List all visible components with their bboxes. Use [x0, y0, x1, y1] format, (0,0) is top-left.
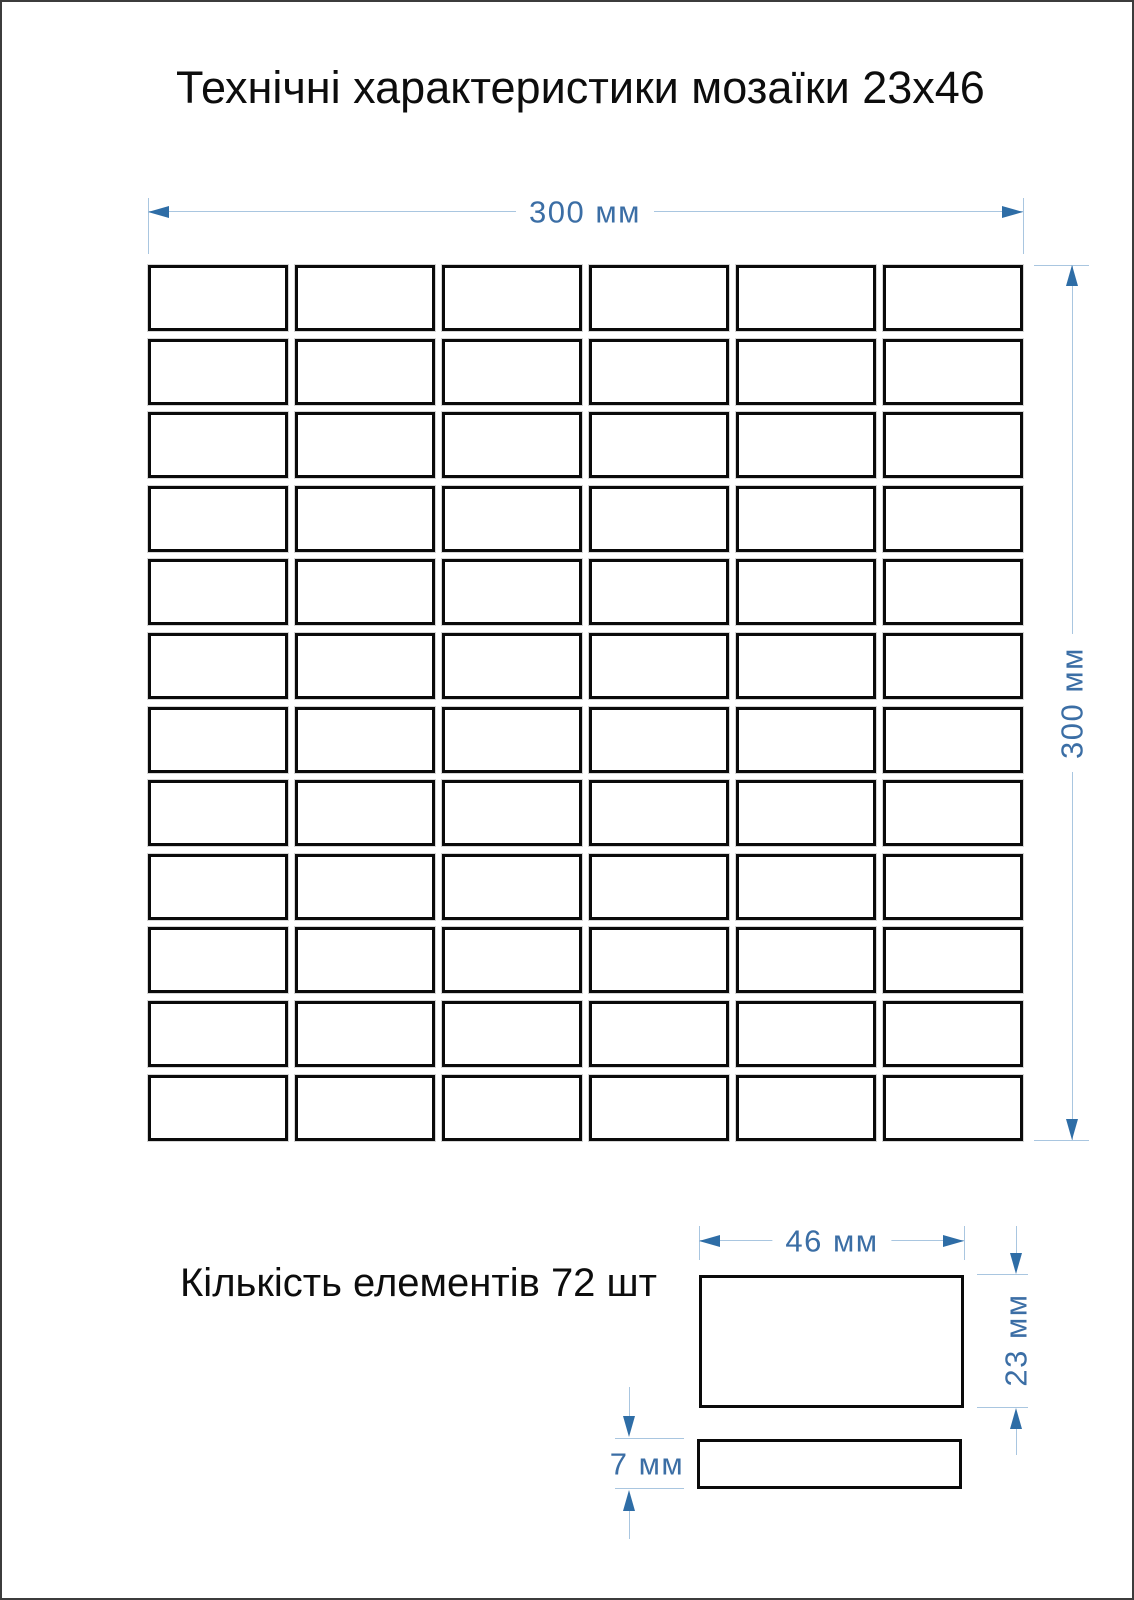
- dimension-line-lower: [1016, 1429, 1017, 1455]
- mosaic-tile: [442, 486, 582, 552]
- arrow-left-icon: [148, 206, 169, 218]
- mosaic-tile: [589, 780, 729, 846]
- mosaic-tile: [148, 927, 288, 993]
- mosaic-tile: [589, 927, 729, 993]
- dimension-line-lower: [629, 1511, 630, 1539]
- extension-tick-top: [1034, 265, 1089, 266]
- mosaic-tile: [589, 265, 729, 331]
- mosaic-tile: [295, 1001, 435, 1067]
- mosaic-tile: [148, 339, 288, 405]
- mosaic-tile: [148, 559, 288, 625]
- mosaic-tile: [736, 854, 876, 920]
- mosaic-tile: [883, 1075, 1023, 1141]
- mosaic-tile: [442, 780, 582, 846]
- sheet-height-label: 300 мм: [1055, 634, 1090, 772]
- mosaic-tile: [589, 854, 729, 920]
- mosaic-tile: [295, 927, 435, 993]
- mosaic-tile: [736, 265, 876, 331]
- mosaic-tile: [442, 1075, 582, 1141]
- mosaic-tile: [589, 559, 729, 625]
- arrow-up-icon: [1010, 1408, 1022, 1429]
- mosaic-tile: [295, 486, 435, 552]
- page-title: Технічні характеристики мозаїки 23х46: [176, 62, 985, 113]
- mosaic-tile: [589, 486, 729, 552]
- arrow-down-icon: [623, 1416, 635, 1437]
- mosaic-tile: [736, 1001, 876, 1067]
- arrow-left-icon: [699, 1235, 720, 1247]
- mosaic-tile: [736, 339, 876, 405]
- tile-side-view: [697, 1439, 962, 1489]
- extension-tick-top: [615, 1438, 684, 1439]
- dimension-line-upper: [1016, 1226, 1017, 1254]
- mosaic-tile: [883, 707, 1023, 773]
- mosaic-tile: [883, 854, 1023, 920]
- mosaic-tile: [148, 1001, 288, 1067]
- mosaic-tile: [442, 927, 582, 993]
- mosaic-tile: [883, 412, 1023, 478]
- mosaic-tile: [148, 780, 288, 846]
- mosaic-tile: [442, 412, 582, 478]
- mosaic-tile: [442, 854, 582, 920]
- mosaic-tile: [148, 1075, 288, 1141]
- mosaic-tile: [442, 339, 582, 405]
- mosaic-tile: [736, 559, 876, 625]
- mosaic-tile: [883, 339, 1023, 405]
- mosaic-tile: [442, 633, 582, 699]
- extension-tick-bottom: [1034, 1140, 1089, 1141]
- elements-count-text: Кількість елементів 72 шт: [180, 1261, 657, 1305]
- mosaic-tile: [883, 633, 1023, 699]
- mosaic-tile: [442, 265, 582, 331]
- extension-tick-right: [1023, 198, 1024, 254]
- mosaic-tile: [148, 486, 288, 552]
- mosaic-tile: [148, 707, 288, 773]
- mosaic-tile: [295, 780, 435, 846]
- mosaic-tile: [736, 707, 876, 773]
- mosaic-tile: [736, 780, 876, 846]
- mosaic-tile: [295, 412, 435, 478]
- dimension-line-upper: [629, 1387, 630, 1417]
- mosaic-tile: [442, 1001, 582, 1067]
- mosaic-tile: [883, 1001, 1023, 1067]
- mosaic-tile: [883, 559, 1023, 625]
- mosaic-tile: [589, 707, 729, 773]
- mosaic-tile: [295, 633, 435, 699]
- mosaic-tile: [883, 265, 1023, 331]
- extension-tick-right: [964, 1226, 965, 1260]
- mosaic-tile: [589, 1001, 729, 1067]
- arrow-right-icon: [943, 1235, 964, 1247]
- mosaic-tile: [295, 339, 435, 405]
- arrow-up-icon: [623, 1490, 635, 1511]
- tile-face-view: [699, 1275, 964, 1408]
- mosaic-tile: [736, 927, 876, 993]
- extension-tick-bottom: [615, 1488, 684, 1489]
- mosaic-tile: [589, 339, 729, 405]
- mosaic-tile: [736, 1075, 876, 1141]
- mosaic-tile: [589, 412, 729, 478]
- mosaic-tile: [295, 707, 435, 773]
- mosaic-tile: [736, 412, 876, 478]
- sheet-width-label: 300 мм: [516, 195, 654, 230]
- mosaic-tile: [589, 633, 729, 699]
- arrow-down-icon: [1066, 1119, 1078, 1140]
- mosaic-tile: [736, 486, 876, 552]
- mosaic-tile: [148, 265, 288, 331]
- mosaic-tile: [295, 854, 435, 920]
- mosaic-tile: [442, 559, 582, 625]
- tile-width-label: 46 мм: [772, 1224, 891, 1259]
- mosaic-tile: [883, 486, 1023, 552]
- mosaic-grid: [148, 265, 1023, 1141]
- mosaic-tile: [883, 927, 1023, 993]
- mosaic-tile: [442, 707, 582, 773]
- mosaic-tile: [883, 780, 1023, 846]
- tile-height-label: 23 мм: [999, 1280, 1034, 1399]
- mosaic-tile: [148, 412, 288, 478]
- mosaic-tile: [589, 1075, 729, 1141]
- mosaic-tile: [736, 633, 876, 699]
- mosaic-tile: [295, 559, 435, 625]
- extension-tick-top: [977, 1274, 1028, 1275]
- mosaic-tile: [295, 265, 435, 331]
- arrow-up-icon: [1066, 265, 1078, 286]
- mosaic-tile: [148, 633, 288, 699]
- mosaic-tile: [295, 1075, 435, 1141]
- tile-thickness-label: 7 мм: [606, 1447, 688, 1482]
- mosaic-tile: [148, 854, 288, 920]
- arrow-right-icon: [1002, 206, 1023, 218]
- arrow-down-icon: [1010, 1253, 1022, 1274]
